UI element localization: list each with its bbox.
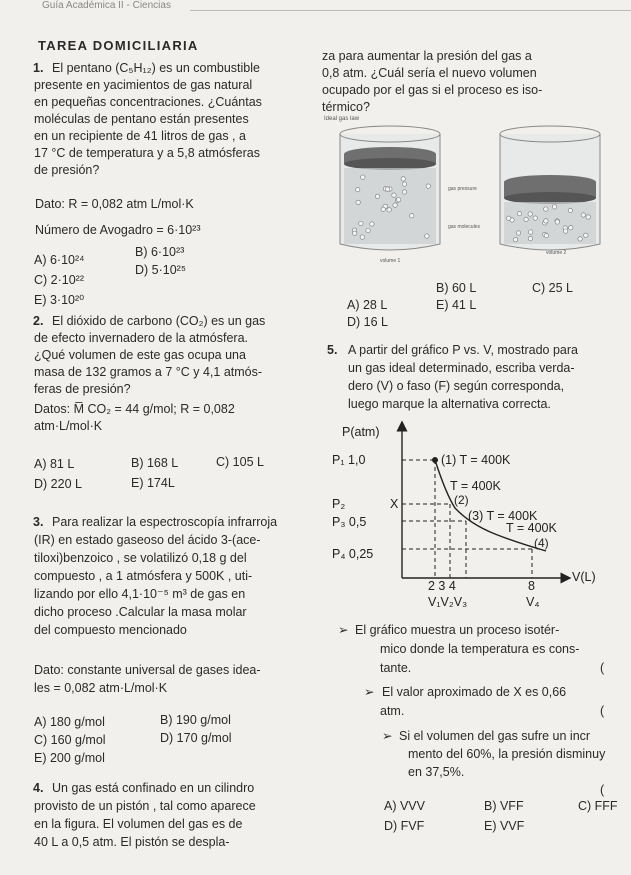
- option: B) 168 L: [131, 456, 179, 470]
- p1-dato: Dato: R = 0,082 atm L/mol·K: [35, 197, 194, 211]
- option: D) 16 L: [347, 315, 388, 329]
- p2-line: feras de presión?: [34, 382, 131, 396]
- option: E) 41 L: [436, 298, 477, 312]
- gas-molecule: [392, 193, 396, 197]
- option: D) 220 L: [34, 477, 82, 491]
- gas-molecule: [426, 184, 430, 188]
- point-1: [432, 457, 438, 463]
- option: E) 3·10²⁰: [34, 293, 85, 307]
- statement-arrow-1: ➢: [338, 623, 349, 637]
- point-1-label: (1) T = 400K: [441, 453, 511, 467]
- gas-molecule: [517, 211, 521, 215]
- option: C) 25 L: [532, 281, 573, 295]
- p4-line: en la figura. El volumen del gas es de: [34, 817, 243, 831]
- isotherm-label: T = 400K: [450, 479, 501, 493]
- p5-line: dero (V) o faso (F) según corresponda,: [348, 379, 565, 393]
- gas-molecule: [516, 231, 520, 235]
- gas-molecule: [528, 212, 532, 216]
- statement-arrow-3: ➢: [382, 729, 393, 743]
- option: A) VVV: [384, 799, 425, 813]
- gas-molecule: [385, 187, 389, 191]
- y-axis-label: P(atm): [342, 425, 380, 439]
- x-mark: X: [390, 497, 399, 511]
- option: B) 190 g/mol: [160, 713, 231, 727]
- answer-paren: (: [600, 661, 605, 675]
- p4-line: 40 L a 0,5 atm. El pistón se despla-: [34, 835, 230, 849]
- p1-line: 17 °C de temperatura y a 5,8 atmósferas: [34, 146, 260, 160]
- problem-2-number: 2.: [33, 314, 44, 328]
- gas-molecule: [425, 234, 429, 238]
- option: D) 5·10²⁵: [135, 263, 187, 277]
- gas-molecule: [578, 237, 582, 241]
- p5-line: luego marque la alternativa correcta.: [348, 397, 551, 411]
- gas-molecule: [552, 205, 556, 209]
- header-rule: [190, 10, 631, 11]
- v-value-8: 8: [528, 579, 535, 593]
- p-label-1: P₁ 1,0: [332, 453, 366, 467]
- p2-line: ¿Qué volumen de este gas ocupa una: [34, 348, 246, 362]
- p-label-4: P₄ 0,25: [332, 547, 374, 561]
- gas-molecule: [524, 217, 528, 221]
- gas-molecule: [529, 230, 533, 234]
- p4-line: provisto de un pistón , tal como aparece: [34, 799, 256, 813]
- problem-5-number: 5.: [327, 343, 338, 357]
- answer-paren: (: [600, 704, 605, 718]
- statement: mico donde la temperatura es cons-: [380, 642, 580, 656]
- option: D) FVF: [384, 819, 425, 833]
- pv-graph: [320, 418, 631, 618]
- gas-molecule: [359, 221, 363, 225]
- p5-line: A partir del gráfico P vs. V, mostrado para: [348, 343, 578, 357]
- gas-molecule: [586, 215, 590, 219]
- gas-molecule: [506, 216, 510, 220]
- option: E) VVF: [484, 819, 525, 833]
- statement: El valor aproximado de X es 0,66: [382, 685, 567, 699]
- gas-molecule: [360, 235, 364, 239]
- p3-line: lizando por ello 4,1·10⁻⁵ m³ de gas en: [34, 587, 246, 601]
- p4-line: za para aumentar la presión del gas a: [322, 49, 532, 63]
- p3-line: (IR) en estado gaseoso del ácido 3-(ace-: [34, 533, 261, 547]
- option: E) 174L: [131, 476, 175, 490]
- v4-label: V₄: [526, 595, 540, 609]
- gas-molecule: [370, 222, 374, 226]
- statement: El gráfico muestra un proceso isotér-: [355, 623, 560, 637]
- isotherm-curve: [435, 460, 546, 551]
- gas-molecule: [544, 233, 548, 237]
- option: A) 6·10²⁴: [34, 253, 85, 267]
- gas-molecule: [544, 207, 548, 211]
- p4-line: térmico?: [322, 100, 370, 114]
- gas-molecule: [581, 213, 585, 217]
- p4-line: 0,8 atm. ¿Cuál sería el nuevo volumen: [322, 66, 537, 80]
- gas-molecule: [381, 207, 385, 211]
- p2-line: Datos: M̅ CO₂ = 44 g/mol; R = 0,082: [34, 402, 235, 416]
- gas-molecule: [544, 219, 548, 223]
- gas-molecule: [401, 177, 405, 181]
- p5-line: un gas ideal determinado, escriba verda-: [348, 361, 575, 375]
- p1-line: moléculas de pentano están presentes: [34, 112, 249, 126]
- option: D) 170 g/mol: [160, 731, 232, 745]
- option: B) 6·10²³: [135, 245, 185, 259]
- x-axis-label: V(L): [572, 570, 596, 584]
- gas-molecule: [402, 190, 406, 194]
- header-guide: Guía Académica II - Ciencias: [42, 0, 171, 11]
- p1-line: en un recipiente de 41 litros de gas , a: [34, 129, 246, 143]
- option: A) 180 g/mol: [34, 715, 105, 729]
- p3-line: tiloxi)benzoico , se volatilizó 0,18 g del: [34, 551, 247, 565]
- p3-dato: les = 0,082 atm·L/mol·K: [34, 681, 168, 695]
- option: E) 200 g/mol: [34, 751, 105, 765]
- p1-avogadro: Número de Avogadro = 6·10²³: [35, 223, 201, 237]
- option: A) 28 L: [347, 298, 388, 312]
- gas-molecule: [393, 203, 397, 207]
- gas-molecule: [513, 237, 517, 241]
- p2-line: El dióxido de carbono (CO₂) es un gas: [52, 314, 266, 328]
- option: B) VFF: [484, 799, 524, 813]
- p1-line: presente en yacimientos de gas natural: [34, 78, 253, 92]
- label-volume-2: volume 2: [546, 250, 567, 256]
- statement: en 37,5%.: [408, 765, 465, 779]
- label-gas-pressure: gas pressure: [448, 186, 477, 192]
- label-gas-molecules: gas molecules: [448, 224, 480, 230]
- left-gas-region: [344, 168, 436, 244]
- p3-line: dicho proceso .Calcular la masa molar: [34, 605, 247, 619]
- gas-molecule: [533, 216, 537, 220]
- p1-line: El pentano (C₅H₁₂) es un combustible: [52, 61, 260, 75]
- problem-4-number: 4.: [33, 781, 44, 795]
- p2-line: de efecto invernadero de la atmósfera.: [34, 331, 249, 345]
- p1-line: de presión?: [34, 163, 100, 177]
- option: B) 60 L: [436, 281, 477, 295]
- gas-molecule: [568, 208, 572, 212]
- gas-molecule: [361, 175, 365, 179]
- gas-molecule: [563, 229, 567, 233]
- gas-molecule: [355, 187, 359, 191]
- label-volume-1: volume 1: [380, 258, 401, 264]
- option: C) 105 L: [216, 455, 264, 469]
- isotherm-label: T = 400K: [506, 521, 557, 535]
- gas-molecule: [352, 231, 356, 235]
- option: C) 2·10²²: [34, 273, 85, 287]
- point-4-label: (4): [534, 536, 549, 550]
- gas-molecule: [584, 233, 588, 237]
- gas-molecule: [396, 198, 400, 202]
- p1-line: en pequeñas concentraciones. ¿Cuántas: [34, 95, 262, 109]
- p4-line: ocupado por el gas si el proceso es iso-: [322, 83, 543, 97]
- p4-line: Un gas está confinado en un cilindro: [52, 781, 255, 795]
- p3-line: compuesto , a 1 atmósfera y 500K , uti-: [34, 569, 253, 583]
- v-labels: V₁V₂V₃: [428, 595, 468, 609]
- statement: mento del 60%, la presión disminuy: [408, 747, 606, 761]
- gas-molecule: [402, 182, 406, 186]
- gas-molecule: [569, 226, 573, 230]
- gas-molecule: [528, 236, 532, 240]
- p-label-2: P₂: [332, 497, 346, 511]
- p3-dato: Dato: constante universal de gases idea-: [34, 663, 261, 677]
- statement-arrow-2: ➢: [364, 685, 375, 699]
- p2-line: atm·L/mol·K: [34, 419, 103, 433]
- problem-1-number: 1.: [33, 61, 44, 75]
- option: C) 160 g/mol: [34, 733, 106, 747]
- v-values: 2 3 4: [428, 579, 456, 593]
- p-label-3: P₃ 0,5: [332, 515, 367, 529]
- statement: atm.: [380, 704, 405, 718]
- gas-molecule: [356, 200, 360, 204]
- point-3-label: (3) T = 400K: [468, 509, 538, 523]
- section-title: TAREA DOMICILIARIA: [38, 38, 199, 53]
- gas-molecule: [410, 214, 414, 218]
- statement: Si el volumen del gas sufre un incr: [399, 729, 591, 743]
- gas-molecule: [375, 194, 379, 198]
- point-2-label: (2): [454, 493, 469, 507]
- figure-title: Ideal gas law: [324, 116, 360, 122]
- statement: tante.: [380, 661, 412, 675]
- problem-3-number: 3.: [33, 515, 44, 529]
- answer-paren: (: [600, 783, 605, 797]
- p3-line: del compuesto mencionado: [34, 623, 187, 637]
- p3-line: Para realizar la espectroscopía infrarroja: [52, 515, 278, 529]
- gas-molecule: [366, 228, 370, 232]
- gas-molecule: [555, 220, 559, 224]
- gas-molecule: [387, 208, 391, 212]
- option: C) FFF: [578, 799, 618, 813]
- p2-line: masa de 132 gramos a 7 °C y 4,1 atmós-: [34, 365, 263, 379]
- option: A) 81 L: [34, 457, 75, 471]
- gas-cylinder-figure: [320, 112, 630, 272]
